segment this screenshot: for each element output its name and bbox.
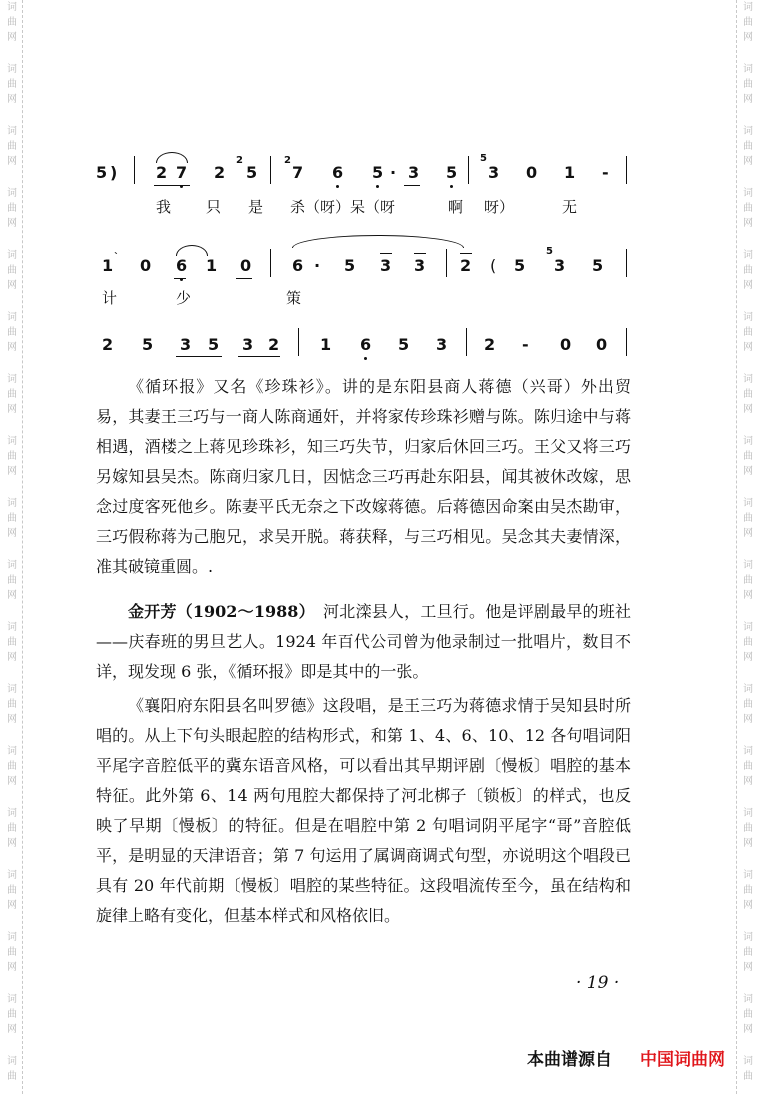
- jianpu-note: 2: [102, 335, 114, 354]
- watermark-group: 词 曲 网: [7, 250, 17, 291]
- watermark-group: 词 曲 网: [743, 870, 753, 911]
- biography-text: 河北滦县人，工旦行。他是评剧最早的班社——庆春班的男旦艺人。1924 年百代公司曾为他录制过一批唱片，数目不详，现发现 6 张，《循环报》即是其中的一张。: [96, 602, 631, 681]
- watermark-group: 词 曲 网: [7, 374, 17, 415]
- watermark-group: 词 曲: [7, 1056, 17, 1082]
- bar-line: [446, 249, 447, 277]
- underline: [238, 356, 280, 357]
- jianpu-note: 0: [560, 335, 572, 354]
- tenuto-mark: [460, 253, 472, 254]
- jianpu-note: 3: [242, 335, 254, 354]
- lyric: 只: [206, 198, 222, 216]
- paragraph-biography: [96, 597, 631, 687]
- jianpu-paren: (: [490, 256, 497, 275]
- watermark-group: 词 曲 网: [7, 560, 17, 601]
- watermark-group: 词 曲 网: [743, 684, 753, 725]
- watermark-group: 词 曲 网: [743, 126, 753, 167]
- artist-name: 金开芳（1902～1988）: [128, 602, 307, 621]
- bar-line: [466, 328, 467, 356]
- footer-source-label: 本曲谱源自: [527, 1050, 612, 1070]
- watermark-group: 词 曲 网: [7, 684, 17, 725]
- watermark-group: 词 曲 网: [7, 2, 17, 43]
- page-number: · 19 ·: [576, 973, 620, 993]
- slur: [292, 235, 464, 248]
- jianpu-note: 2: [214, 163, 226, 182]
- grace-note: 5: [480, 153, 487, 164]
- bar-line: [298, 328, 299, 356]
- footer-site-name: 中国词曲网: [640, 1050, 725, 1070]
- lyric: 少: [176, 289, 192, 307]
- bar-line: [626, 249, 627, 277]
- bar-line: [270, 249, 271, 277]
- jianpu-note: ·: [314, 256, 321, 275]
- jianpu-note: 5: [592, 256, 604, 275]
- watermark-group: 词 曲 网: [743, 932, 753, 973]
- score-row-2: [96, 243, 636, 313]
- watermark-group: 词 曲 网: [7, 126, 17, 167]
- watermark-column-right: [738, 0, 758, 1094]
- jianpu-note: 7: [292, 163, 304, 182]
- watermark-divider: [22, 0, 23, 1094]
- watermark-group: 词 曲 网: [743, 374, 753, 415]
- tenuto-mark: [414, 253, 426, 254]
- watermark-group: 词 曲 网: [7, 498, 17, 539]
- bar-line: [626, 156, 627, 184]
- jianpu-note: 3: [488, 163, 500, 182]
- jianpu-note: 1: [320, 335, 332, 354]
- watermark-group: 词 曲 网: [743, 560, 753, 601]
- jianpu-note: 1: [102, 256, 114, 275]
- jianpu-note: 0: [240, 256, 252, 275]
- jianpu-note: 3: [414, 256, 426, 275]
- jianpu-note: 1: [206, 256, 218, 275]
- watermark-group: 词 曲 网: [7, 932, 17, 973]
- watermark-group: 词 曲 网: [743, 312, 753, 353]
- lyric: 呀）: [484, 198, 515, 216]
- jianpu-note: 2: [484, 335, 496, 354]
- underline: [404, 185, 420, 186]
- jianpu-note: -: [602, 163, 609, 182]
- paragraph-analysis: 《襄阳府东阳县名叫罗德》这段唱，是王三巧为蒋德求情于吴知县时所唱的。从上下句头眼起腔的结构形式，和第 1、4、6、10、12 各句唱词阳平尾字音腔低平的冀东语音风格，可以看出其早期评剧〔慢板〕唱腔的基本特征。此外第 6、14 两句甩腔大都保持了河北梆子〔锁板〕的样式，也反映了早期〔慢板〕的特征。但是在唱腔中第 2 句唱词阴平尾字“哥”音腔低平，是明显的天津语音；第 7 句运用了属调商调式句型，亦说明这个唱段已具有 20 年代前期〔慢板〕唱腔的某些特征。这段唱流传至今，虽在结构和旋律上略有变化，但基本样式和风格依旧。: [96, 696, 631, 925]
- jianpu-note: 7: [176, 163, 188, 182]
- jianpu-note: 3: [180, 335, 192, 354]
- watermark-group: 词 曲 网: [743, 622, 753, 663]
- watermark-group: 词 曲 网: [743, 746, 753, 787]
- watermark-group: 词 曲 网: [743, 994, 753, 1035]
- underline: [174, 278, 186, 279]
- watermark-group: 词 曲: [743, 1056, 753, 1082]
- score-row-1: [96, 150, 636, 220]
- watermark-group: 词 曲 网: [7, 994, 17, 1035]
- jianpu-note: 5: [372, 163, 384, 182]
- grace-note: 5: [546, 246, 553, 257]
- jianpu-note: 5: [208, 335, 220, 354]
- jianpu-note: 5: [142, 335, 154, 354]
- grace-mark: ˋ: [114, 252, 119, 263]
- watermark-group: 词 曲 网: [743, 2, 753, 43]
- paragraph-plot: 《循环报》又名《珍珠衫》。讲的是东阳县商人蒋德（兴哥）外出贸易，其妻王三巧与一商人陈商通奸，并将家传珍珠衫赠与陈。陈归途中与蒋相遇，酒楼之上蒋见珍珠衫，知三巧失节，归家后休回三巧。王父又将三巧另嫁知县吴杰。陈商归家几日，因惦念三巧再赴东阳县，闻其被休改嫁，思念过度客死他乡。陈妻平氏无奈之下改嫁蒋德。后蒋德因命案由吴杰勘审，三巧假称蒋为己胞兄，求吴开脱。蒋获释，与三巧相见。吴念其夫妻情深，准其破镜重圆。.: [96, 377, 631, 576]
- tenuto-mark: [380, 253, 392, 254]
- watermark-group: 词 曲 网: [743, 498, 753, 539]
- jianpu-note: ·: [390, 163, 397, 182]
- jianpu-note: 3: [436, 335, 448, 354]
- slur: [156, 152, 188, 163]
- jianpu-note: 5: [344, 256, 356, 275]
- watermark-group: 词 曲 网: [743, 188, 753, 229]
- jianpu-note: 6: [360, 335, 372, 354]
- lyric: 无: [562, 198, 578, 216]
- jianpu-note: 5: [398, 335, 410, 354]
- jianpu-note: 5: [446, 163, 458, 182]
- watermark-group: 词 曲 网: [743, 808, 753, 849]
- jianpu-note: 0: [526, 163, 538, 182]
- underline: [236, 278, 252, 279]
- lyric: 计: [102, 289, 118, 307]
- watermark-group: 词 曲 网: [7, 436, 17, 477]
- grace-note: 2: [284, 155, 291, 166]
- bar-line: [270, 156, 271, 184]
- watermark-group: 词 曲 网: [743, 64, 753, 105]
- watermark-group: 词 曲 网: [743, 436, 753, 477]
- watermark-group: 词 曲 网: [7, 808, 17, 849]
- jianpu-note: 6: [292, 256, 304, 275]
- watermark-group: 词 曲 网: [743, 250, 753, 291]
- jianpu-note: 3: [554, 256, 566, 275]
- watermark-group: 词 曲 网: [7, 64, 17, 105]
- bar-line: [134, 156, 135, 184]
- lyric: 策: [286, 289, 302, 307]
- watermark-column-left: [2, 0, 22, 1094]
- jianpu-note: 1: [564, 163, 576, 182]
- grace-note: 2: [236, 155, 243, 166]
- lyric: 是: [248, 198, 264, 216]
- jianpu-note: 3: [380, 256, 392, 275]
- bar-line: [468, 156, 469, 184]
- jianpu-note: 5: [514, 256, 526, 275]
- jianpu-note: 3: [408, 163, 420, 182]
- jianpu-note: 5: [246, 163, 258, 182]
- watermark-group: 词 曲 网: [7, 870, 17, 911]
- score-row-3: [96, 326, 636, 362]
- jianpu-note: 2: [156, 163, 168, 182]
- jianpu-note: 6: [176, 256, 188, 275]
- bar-line: [626, 328, 627, 356]
- jianpu-note: 5: [96, 163, 108, 182]
- lyric: 我: [156, 198, 172, 216]
- lyric: 杀（呀）呆（呀: [290, 198, 396, 216]
- watermark-divider: [736, 0, 737, 1094]
- jianpu-note: 2: [460, 256, 472, 275]
- jianpu-note: -: [522, 335, 529, 354]
- jianpu-note: 2: [268, 335, 280, 354]
- watermark-group: 词 曲 网: [7, 312, 17, 353]
- jianpu-note: 0: [596, 335, 608, 354]
- jianpu-paren: ): [110, 163, 118, 182]
- watermark-group: 词 曲 网: [7, 188, 17, 229]
- jianpu-note: 0: [140, 256, 152, 275]
- watermark-group: 词 曲 网: [7, 746, 17, 787]
- underline: [154, 185, 190, 186]
- slur: [176, 245, 208, 256]
- underline: [176, 356, 222, 357]
- watermark-group: 词 曲 网: [7, 622, 17, 663]
- jianpu-note: 6: [332, 163, 344, 182]
- lyric: 啊: [448, 198, 464, 216]
